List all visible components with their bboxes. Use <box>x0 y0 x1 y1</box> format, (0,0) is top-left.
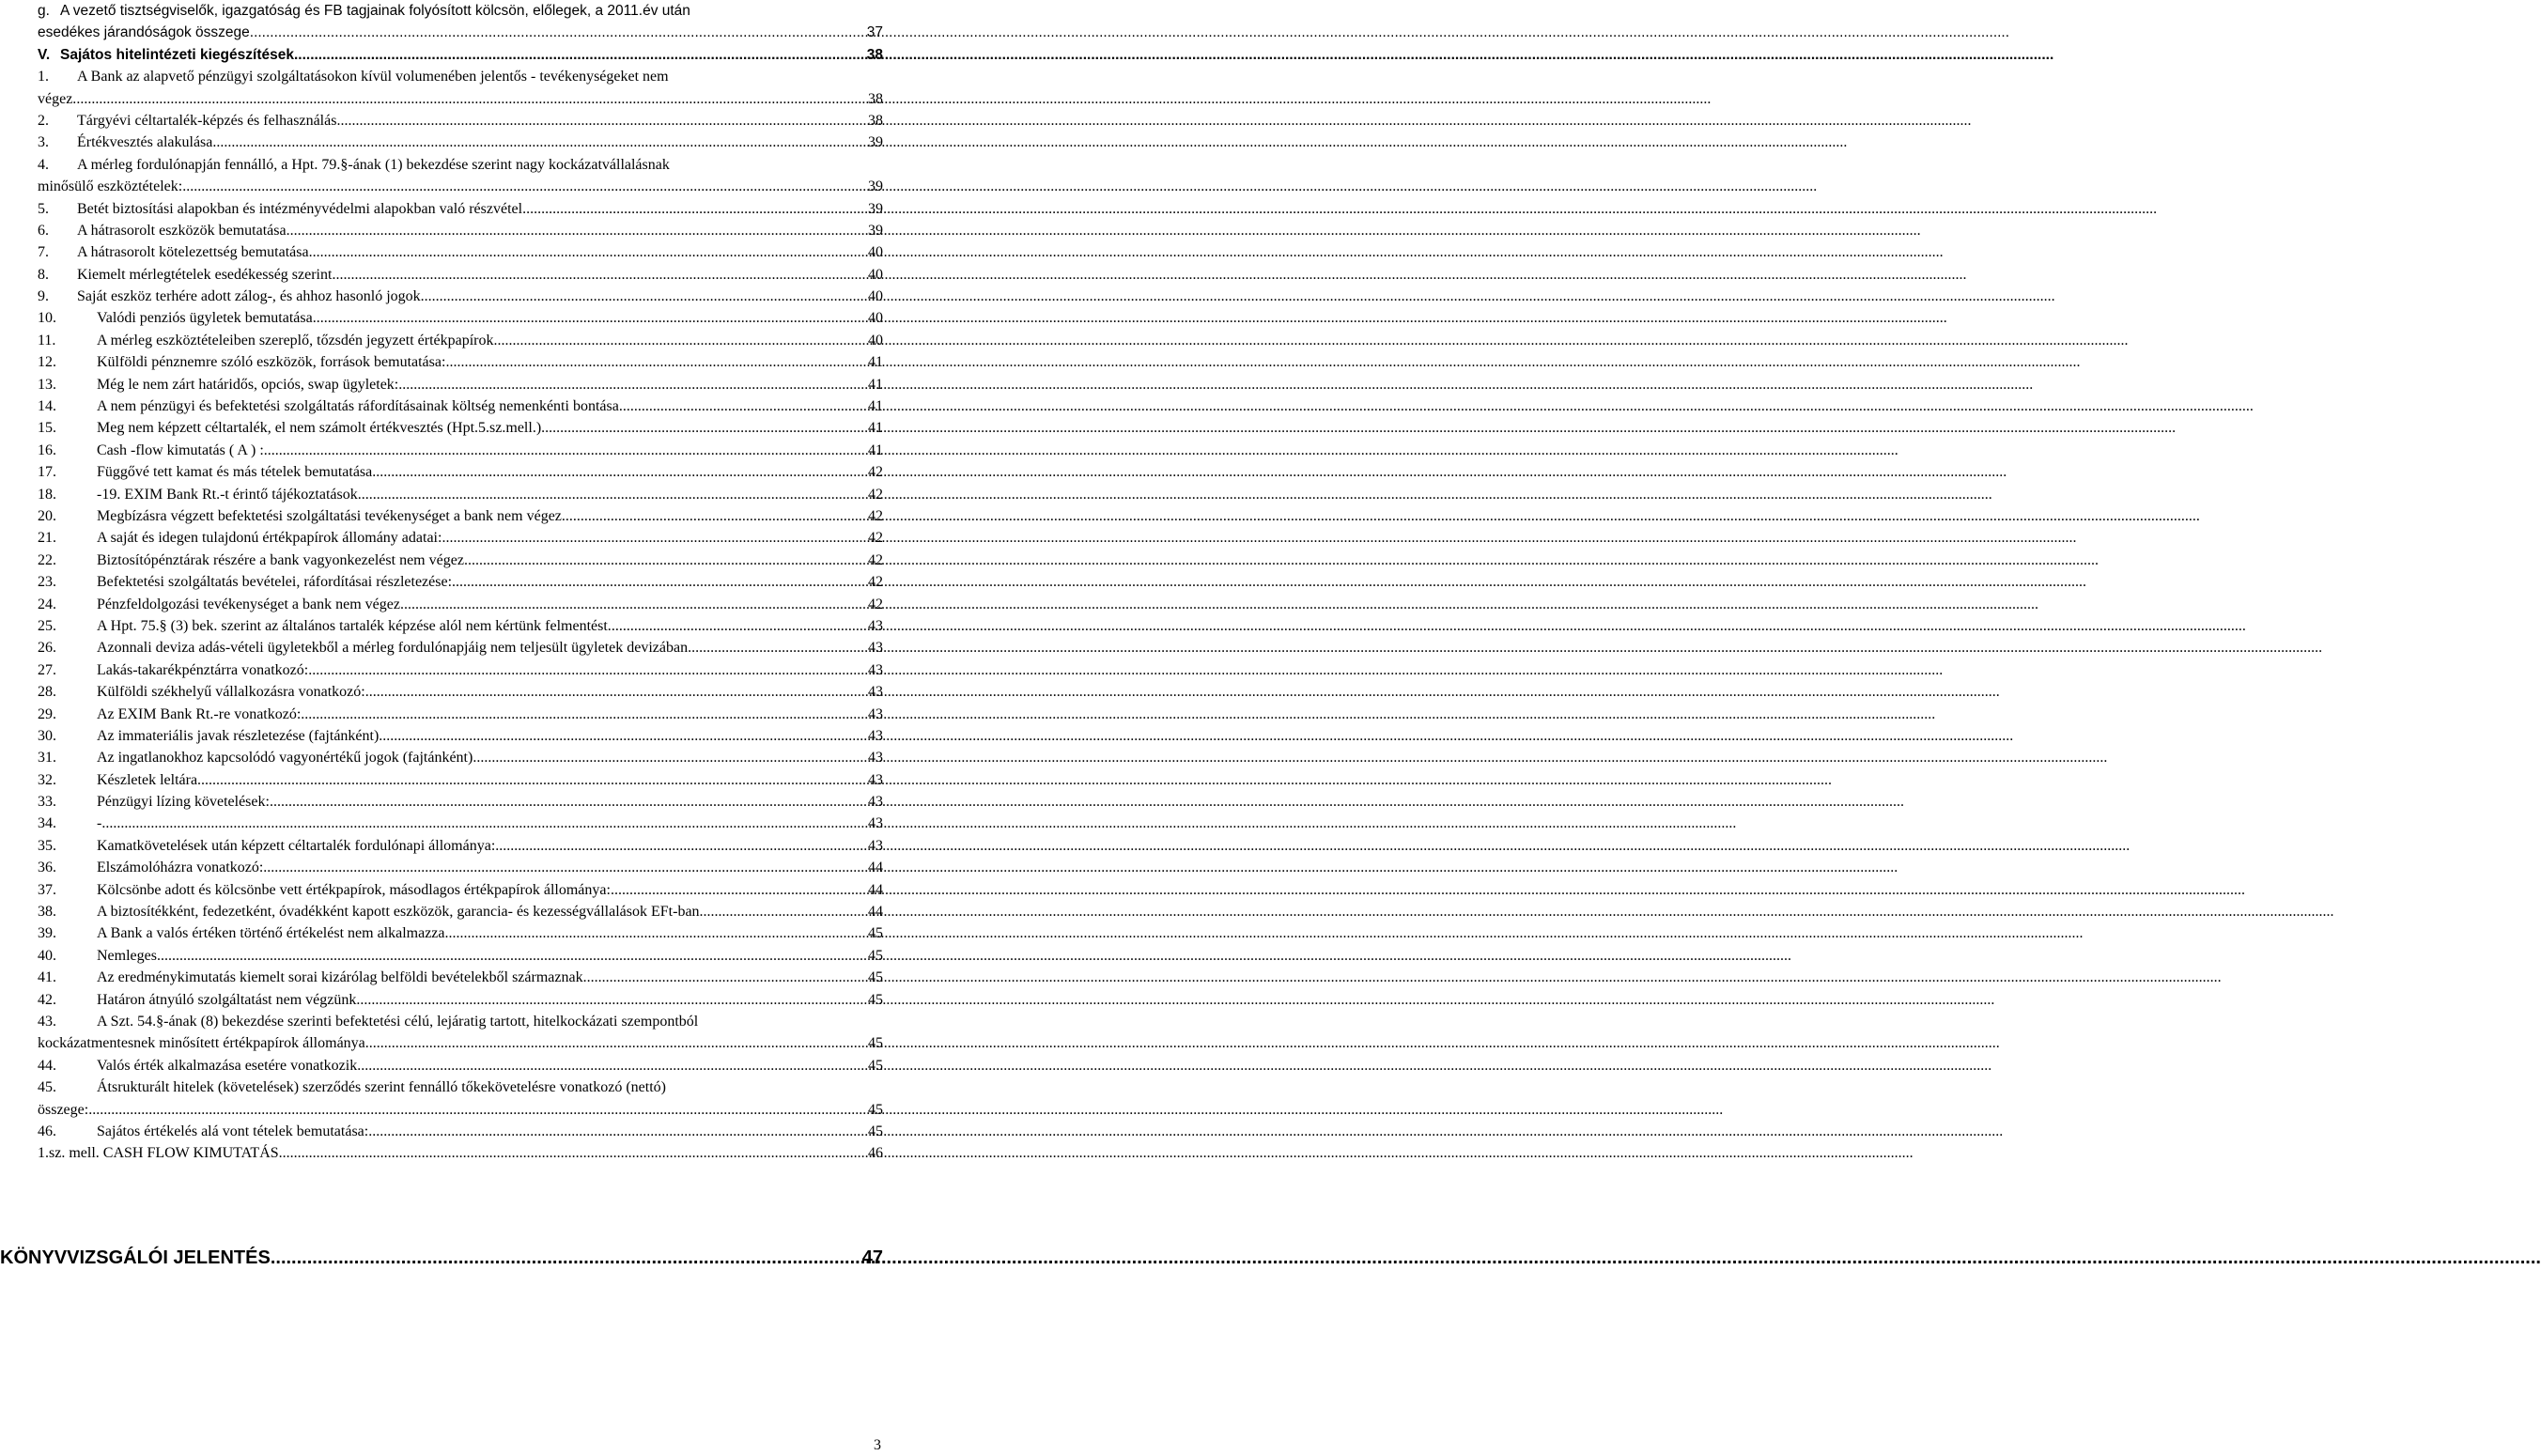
entry-number: 26. <box>38 640 56 657</box>
entry-page: 41 <box>868 420 883 437</box>
entry-page: 43 <box>868 705 883 722</box>
entry-number: 15. <box>38 420 56 437</box>
entry-page: 43 <box>868 794 883 811</box>
entry-title: Befektetési szolgáltatás bevételei, ráfordításai részletezése: <box>97 574 453 591</box>
entry-number: 16. <box>38 441 56 458</box>
entry-title: Cash -flow kimutatás ( A ) : <box>97 441 264 458</box>
entry-number: 21. <box>38 530 56 547</box>
entry-title: A hátrasorolt eszközök bemutatása <box>77 222 287 239</box>
entry-title: Kölcsönbe adott és kölcsönbe vett értékpapírok, másodlagos értékpapírok állománya: <box>97 881 611 898</box>
toc-entry[interactable] <box>38 835 883 857</box>
dot-leader <box>287 220 868 241</box>
toc-entry[interactable] <box>38 110 883 132</box>
entry-title: Lakás-takarékpénztárra vonatkozó: <box>97 661 309 678</box>
dot-leader <box>619 395 868 417</box>
entry-page: 43 <box>868 815 883 832</box>
dot-leader <box>313 307 868 329</box>
toc-entry <box>38 66 883 87</box>
dot-leader <box>336 110 868 132</box>
dot-leader <box>611 879 868 901</box>
entry-number: 7. <box>38 244 49 261</box>
entry-title: A biztosítékként, fedezetként, óvadékként kapott eszközök, garancia- és kezességvállalások EFt-ban <box>97 904 700 921</box>
toc-entry[interactable] <box>38 351 883 373</box>
entry-number: 42. <box>38 991 56 1008</box>
entry-number: 38. <box>38 904 56 921</box>
entry-title: Valódi penziós ügyletek bemutatása <box>97 310 313 327</box>
entry-title: kockázatmentesnek minősített értékpapírok állománya <box>38 1035 365 1052</box>
entry-title: Pénzügyi lízing követelések: <box>97 794 270 811</box>
entry-title: Saját eszköz terhére adott zálog-, és ahhoz hasonló jogok <box>77 288 421 305</box>
toc-entry[interactable] <box>38 571 883 593</box>
entry-title: A saját és idegen tulajdonú értékpapírok állomány adatai: <box>97 530 442 547</box>
toc-entry[interactable] <box>38 132 883 153</box>
entry-title: Betét biztosítási alapokban és intézményvédelmi alapokban való részvétel <box>77 200 523 217</box>
toc-entry[interactable] <box>38 395 883 417</box>
entry-number: 32. <box>38 771 56 788</box>
entry-number: 12. <box>38 354 56 371</box>
entry-page: 42 <box>868 507 883 524</box>
entry-number: 27. <box>38 661 56 678</box>
entry-page: 41 <box>868 398 883 415</box>
page-number: 3 <box>874 1437 881 1453</box>
dot-leader <box>301 704 868 725</box>
entry-number: 8. <box>38 266 49 283</box>
toc-entry[interactable] <box>38 417 883 439</box>
toc-entry[interactable] <box>38 922 883 944</box>
entry-number: 46. <box>38 1123 56 1139</box>
entry-number: 35. <box>38 837 56 854</box>
dot-leader <box>452 571 868 593</box>
entry-page: 44 <box>868 904 883 921</box>
entry-page: 39 <box>868 200 883 217</box>
toc-entry[interactable] <box>38 967 883 988</box>
dot-leader <box>372 461 868 483</box>
entry-page: 45 <box>868 1123 883 1139</box>
entry-page: 39 <box>868 178 883 195</box>
entry-page: 42 <box>868 551 883 568</box>
dot-leader <box>442 527 868 549</box>
entry-number: 29. <box>38 705 56 722</box>
entry-number: 9. <box>38 288 49 305</box>
entry-number: 23. <box>38 574 56 591</box>
toc-entry <box>38 154 883 176</box>
entry-title: A Szt. 54.§-ának (8) bekezdése szerinti befektetési célú, lejáratig tartott, hitelkockázati szempontból <box>97 1013 699 1030</box>
dot-leader <box>464 550 868 571</box>
dot-leader <box>76 88 868 110</box>
entry-number: 22. <box>38 551 56 568</box>
toc-entry[interactable] <box>38 330 883 351</box>
entry-title: Sajátos hitelintézeti kiegészítések <box>60 46 294 63</box>
entry-page: 39 <box>868 222 883 239</box>
entry-page: 38 <box>868 112 883 129</box>
dot-leader <box>294 44 867 66</box>
entry-title: Valós érték alkalmazása esetére vonatkozik <box>97 1057 358 1074</box>
entry-title: Kiemelt mérlegtételek esedékesség szerint <box>77 266 333 283</box>
entry-page: 45 <box>868 947 883 964</box>
entry-page: 44 <box>868 881 883 898</box>
heading-page: 47 <box>861 1247 883 1268</box>
dot-leader <box>379 725 868 747</box>
dot-leader <box>566 505 868 527</box>
entry-page: 41 <box>868 441 883 458</box>
entry-number: 44. <box>38 1057 56 1074</box>
entry-title: összege: <box>38 1101 89 1118</box>
toc-entry[interactable] <box>38 505 883 527</box>
entry-page: 38 <box>868 90 883 107</box>
entry-title: A Hpt. 75.§ (3) bek. szerint az általános tartalék képzése alól nem kértünk felmentést. <box>97 617 612 634</box>
entry-page: 45 <box>868 969 883 986</box>
entry-page: 44 <box>868 860 883 876</box>
toc-entry[interactable] <box>38 527 883 549</box>
dot-leader <box>279 1142 868 1164</box>
entry-page: 40 <box>868 332 883 349</box>
entry-title: Átsrukturált hitelek (követelések) szerződés szerint fennálló tőkekövetelésre vonatkozó (nettó) <box>97 1079 666 1096</box>
toc-entry[interactable] <box>38 615 883 637</box>
toc-entry[interactable] <box>38 461 883 483</box>
entry-page: 43 <box>868 837 883 854</box>
toc-entry[interactable] <box>38 88 883 110</box>
entry-number: 45. <box>38 1079 56 1096</box>
toc-entry[interactable] <box>38 813 883 834</box>
dot-leader <box>449 922 868 944</box>
toc-entry[interactable] <box>38 286 883 307</box>
toc-entry[interactable] <box>38 374 883 395</box>
toc-entry[interactable] <box>38 704 883 725</box>
toc-entry[interactable] <box>38 44 883 66</box>
dot-leader <box>263 857 868 878</box>
entry-number: 6. <box>38 222 49 239</box>
dot-leader <box>688 637 868 658</box>
entry-page: 40 <box>868 288 883 305</box>
entry-title: minősülő eszköztételek: <box>38 178 183 195</box>
entry-number: 14. <box>38 398 56 415</box>
dot-leader <box>421 286 868 307</box>
entry-page: 43 <box>868 640 883 657</box>
dot-leader <box>157 945 868 967</box>
entry-page: 41 <box>868 354 883 371</box>
toc-entry[interactable] <box>38 22 883 43</box>
dot-leader <box>445 351 868 373</box>
dot-leader <box>264 440 868 461</box>
dot-leader <box>271 1244 862 1272</box>
entry-page: 43 <box>868 771 883 788</box>
entry-page: 39 <box>868 134 883 151</box>
entry-number: 36. <box>38 860 56 876</box>
toc-entry <box>38 1077 883 1098</box>
entry-title: Tárgyévi céltartalék-képzés és felhasználás <box>77 112 337 129</box>
entry-number: 39. <box>38 925 56 942</box>
toc-entry[interactable] <box>38 484 883 505</box>
dot-leader <box>360 989 868 1011</box>
toc-entry[interactable] <box>38 989 883 1011</box>
toc-entry[interactable] <box>38 264 883 286</box>
entry-title: A nem pénzügyi és befektetési szolgáltatás ráfordításainak költség nemenkénti bontása <box>97 398 619 415</box>
toc-entry[interactable] <box>38 659 883 681</box>
entry-number: 30. <box>38 727 56 744</box>
dot-leader <box>612 615 868 637</box>
toc-entry[interactable] <box>38 747 883 768</box>
entry-number: 13. <box>38 376 56 393</box>
entry-page: 45 <box>868 1057 883 1074</box>
toc-entry[interactable] <box>38 440 883 461</box>
entry-title: A vezető tisztségviselők, igazgatóság és FB tagjainak folyósított kölcsön, előlegek, a 2011.év után <box>60 3 690 19</box>
dot-leader <box>101 813 868 834</box>
toc-entry[interactable] <box>38 220 883 241</box>
entry-page: 38 <box>866 46 883 63</box>
dot-leader <box>212 132 868 153</box>
toc-entry[interactable] <box>38 725 883 747</box>
entry-title: Pénzfeldolgozási tevékenységet a bank nem végez. <box>97 596 404 612</box>
entry-page: 41 <box>868 376 883 393</box>
entry-number: 4. <box>38 156 49 173</box>
entry-title: Határon átnyúló szolgáltatást nem végzünk. <box>97 991 361 1008</box>
entry-title: esedékes járandóságok összege <box>38 24 250 41</box>
toc-entry[interactable] <box>38 637 883 658</box>
entry-page: 43 <box>868 727 883 744</box>
entry-number: 24. <box>38 596 56 612</box>
dot-leader <box>587 967 868 988</box>
entry-number: 11. <box>38 332 56 349</box>
dot-leader <box>495 835 868 857</box>
dot-leader <box>357 1055 868 1077</box>
entry-title: Még le nem zárt határidős, opciós, swap ügyletek: <box>97 376 399 393</box>
entry-page: 43 <box>868 617 883 634</box>
dot-leader <box>309 241 868 263</box>
entry-title: Külföldi székhelyű vállalkozásra vonatkozó: <box>97 684 365 701</box>
dot-leader <box>700 901 868 922</box>
entry-title: A mérleg eszköztételeiben szereplő, tőzsdén jegyzett értékpapírok <box>97 332 494 349</box>
entry-title: Elszámolóházra vonatkozó: <box>97 860 264 876</box>
toc-entry[interactable] <box>38 857 883 878</box>
dot-leader <box>182 176 868 197</box>
toc-entry[interactable] <box>38 901 883 922</box>
entry-title: A Bank az alapvető pénzügyi szolgáltatásokon kívül volumenében jelentős - tevékenységeket nem <box>77 69 669 85</box>
entry-title: Biztosítópénztárak részére a bank vagyonkezelést nem végez <box>97 551 464 568</box>
entry-page: 40 <box>868 266 883 283</box>
toc-entry[interactable] <box>38 1099 883 1121</box>
entry-title: Értékvesztés alakulása <box>77 134 213 151</box>
entry-number: 18. <box>38 486 56 503</box>
entry-title: Nemleges <box>97 947 157 964</box>
toc-entry[interactable] <box>38 198 883 220</box>
entry-number: 40. <box>38 947 56 964</box>
toc-entry[interactable] <box>38 769 883 791</box>
toc-entry <box>38 0 883 22</box>
dot-leader <box>368 1121 868 1142</box>
entry-number: 41. <box>38 969 56 986</box>
toc-entry[interactable] <box>38 791 883 813</box>
entry-title: Kamatkövetelések után képzett céltartalék fordulónapi állománya: <box>97 837 496 854</box>
dot-leader <box>365 681 868 703</box>
entry-title: Az immateriális javak részletezése (fajtánként) <box>97 727 380 744</box>
dot-leader <box>197 769 868 791</box>
toc-list <box>38 0 883 1165</box>
entry-page: 40 <box>868 244 883 261</box>
entry-title: 1.sz. mell. CASH FLOW KIMUTATÁS <box>38 1145 279 1162</box>
heading-title: KÖNYVVIZSGÁLÓI JELENTÉS <box>0 1247 271 1268</box>
dot-leader <box>358 484 868 505</box>
entry-page: 40 <box>868 310 883 327</box>
entry-number: 43. <box>38 1013 56 1030</box>
entry-number: 37. <box>38 881 56 898</box>
toc-entry[interactable] <box>38 1142 883 1164</box>
dot-leader <box>332 264 868 286</box>
entry-title: Függővé tett kamat és más tételek bemutatása <box>97 464 373 481</box>
toc-entry[interactable] <box>38 241 883 263</box>
entry-title: A Bank a valós értéken történő értékelést nem alkalmazza. <box>97 925 449 942</box>
entry-title: Az ingatlanokhoz kapcsolódó vagyonértékű jogok (fajtánként) <box>97 750 473 767</box>
entry-title: A hátrasorolt kötelezettség bemutatása <box>77 244 309 261</box>
entry-number: 10. <box>38 310 56 327</box>
toc-entry[interactable] <box>38 594 883 615</box>
toc-entry[interactable] <box>38 945 883 967</box>
dot-leader <box>398 374 868 395</box>
entry-page: 42 <box>868 596 883 612</box>
entry-title: Az eredménykimutatás kiemelt sorai kizárólag belföldi bevételekből származnak. <box>97 969 587 986</box>
entry-number: 31. <box>38 750 56 767</box>
entry-number: 5. <box>38 200 49 217</box>
entry-page: 42 <box>868 486 883 503</box>
entry-title: Sajátos értékelés alá vont tételek bemutatása: <box>97 1123 369 1139</box>
toc-entry[interactable] <box>38 1055 883 1077</box>
entry-title: Külföldi pénznemre szóló eszközök, források bemutatása: <box>97 354 446 371</box>
toc-entry[interactable] <box>38 550 883 571</box>
entry-number: 28. <box>38 684 56 701</box>
entry-title: -19. EXIM Bank Rt.-t érintő tájékoztatások <box>97 486 358 503</box>
entry-page: 37 <box>866 24 883 41</box>
entry-page: 42 <box>868 464 883 481</box>
entry-number: 20. <box>38 507 56 524</box>
entry-page: 46 <box>868 1145 883 1162</box>
entry-number: V. <box>38 46 51 63</box>
entry-page: 43 <box>868 661 883 678</box>
dot-leader <box>250 22 867 43</box>
entry-page: 45 <box>868 991 883 1008</box>
entry-page: 45 <box>868 1035 883 1052</box>
entry-number: 25. <box>38 617 56 634</box>
entry-title: Meg nem képzett céltartalék, el nem számolt értékvesztés (Hpt.5.sz.mell.) <box>97 420 542 437</box>
entry-title: - <box>97 815 102 832</box>
entry-title: A mérleg fordulónapján fennálló, a Hpt. 79.§-ának (1) bekezdése szerint nagy kockázatvállalásnak <box>77 156 670 173</box>
entry-page: 45 <box>868 1101 883 1118</box>
entry-page: 43 <box>868 750 883 767</box>
dot-leader <box>308 659 868 681</box>
entry-title: Készletek leltára <box>97 771 198 788</box>
toc-entry[interactable] <box>38 681 883 703</box>
toc-entry[interactable] <box>38 1032 883 1054</box>
entry-number: 17. <box>38 464 56 481</box>
dot-leader <box>541 417 868 439</box>
dot-leader <box>88 1099 868 1121</box>
entry-title: Az EXIM Bank Rt.-re vonatkozó: <box>97 705 302 722</box>
toc-entry <box>38 1011 883 1032</box>
toc-entry[interactable] <box>38 879 883 901</box>
entry-page: 42 <box>868 530 883 547</box>
entry-number: 33. <box>38 794 56 811</box>
dot-leader <box>404 594 868 615</box>
entry-title: végez. <box>38 90 77 107</box>
toc-entry[interactable] <box>38 176 883 197</box>
entry-number: 34. <box>38 815 56 832</box>
entry-page: 43 <box>868 684 883 701</box>
entry-number: 2. <box>38 112 49 129</box>
entry-title: Azonnali deviza adás-vételi ügyletekből a mérleg fordulónapjáig nem teljesült ügyletek devizában <box>97 640 689 657</box>
dot-leader <box>493 330 868 351</box>
dot-leader <box>270 791 868 813</box>
toc-heading-auditor-report[interactable] <box>0 1244 883 1272</box>
toc-entry[interactable] <box>38 1121 883 1142</box>
dot-leader <box>365 1032 868 1054</box>
entry-number: 1. <box>38 69 49 85</box>
dot-leader <box>473 747 868 768</box>
entry-number: 3. <box>38 134 49 151</box>
entry-page: 42 <box>868 574 883 591</box>
toc-entry[interactable] <box>38 307 883 329</box>
dot-leader <box>522 198 868 220</box>
entry-page: 45 <box>868 925 883 942</box>
entry-number: g. <box>38 3 50 19</box>
entry-title: Megbízásra végzett befektetési szolgáltatási tevékenységet a bank nem végez. <box>97 507 566 524</box>
